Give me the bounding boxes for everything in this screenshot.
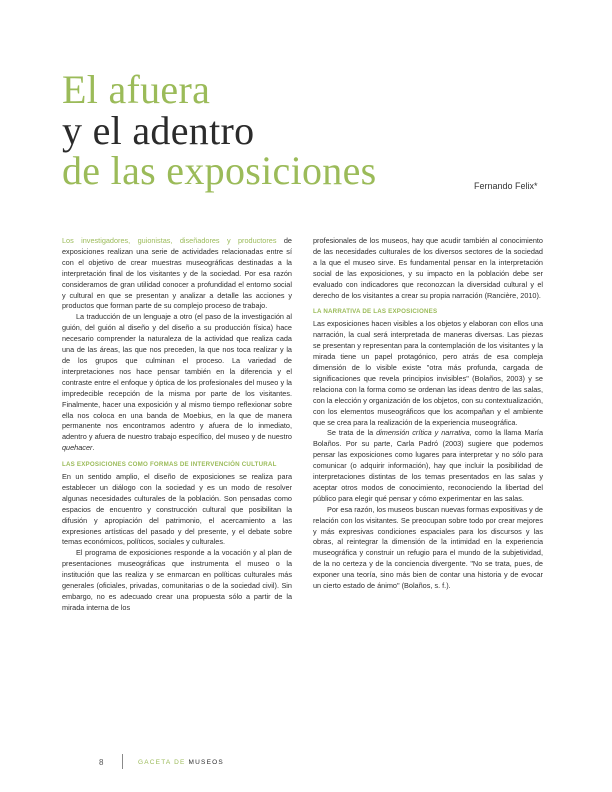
paragraph-text: . xyxy=(92,443,95,453)
page-number: 8 xyxy=(99,758,104,767)
paragraph xyxy=(62,312,292,454)
footer-divider xyxy=(122,754,123,769)
title-line-3: de las exposiciones xyxy=(62,148,377,193)
magazine-name xyxy=(138,759,224,766)
paragraph-text: de exposiciones realizan una serie de actividades relacionadas entre sí con el objetivo de crear muestras museográficas destinadas a la interpretación final de los visitantes y de la sociedad. Por esa razón consideramos de gran utilidad conocer a profundidad el entorno social y cultural en que se presentan y analizar a detalle las acciones y productos que forman parte de su complejo proceso de trabajo. xyxy=(62,236,292,311)
paragraph: En un sentido amplio, el diseño de exposiciones se realiza para establecer un diálogo con la sociedad y es un modo de resolver algunas necesidades culturales de la población. Son pensadas como espacios de encuentro y construcción cultural que posibilitan la difusión y apropiación del patrimonio, el acercamiento a las expresiones artísticas del pasado y del presente, y el debate sobre temas económicos, políticos, sociales y culturales. xyxy=(62,472,292,547)
paragraph: El programa de exposiciones responde a la vocación y al plan de presentaciones museográficas que instrumenta el museo o la institución que las realiza y se enmarcan en políticas culturales más generales (oficiales, privadas, comunitarias o de la sociedad civil). Sin embargo, no es adecuado crear una propuesta sólo a partir de la mirada interna de los xyxy=(62,548,292,612)
author-name: Fernando Felix* xyxy=(474,181,538,191)
emphasis: quehacer xyxy=(62,443,93,453)
magazine-name-part: MUSEOS xyxy=(188,759,224,766)
paragraph xyxy=(62,236,292,312)
section-heading: LAS EXPOSICIONES COMO FORMAS DE INTERVENCIÓN CULTURAL xyxy=(62,461,277,469)
paragraph-text: Se trata de la xyxy=(327,428,374,438)
title-line-1: El afuera xyxy=(62,67,211,112)
paragraph: Las exposiciones hacen visibles a los objetos y elaboran con ellos una narración, la cual será interpretada de maneras diversas. Las piezas se presentan y representan para la contemplación de los visitantes y la mirada tiene un papel protagónico, pero atrás de esa compleja dimensión de lo visible existe "otra más profunda, cargada de significaciones que revela principios invisibles" (Bolaños, 2003) y se relaciona con la forma como se ordenan las ideas dentro de las salas, con la elección y organización de los objetos, con su contextualización, con los elementos museográficos que los acompañan y el ambiente que se crea para la realización de la experiencia museográfica. xyxy=(313,319,543,427)
right-column xyxy=(313,236,543,736)
section-heading: LA NARRATIVA DE LAS EXPOSICIONES xyxy=(313,308,438,316)
paragraph: profesionales de los museos, hay que acudir también al conocimiento de las necesidades culturales de los diversos sectores de la sociedad a la que el museo sirve. Es fundamental pensar en la interpretación social de las exposiciones, y su impacto en la población debe ser evaluado con indicadores que reconozcan la diversidad cultural y el derecho de los visitantes a crear su propia narración (Rancière, 2010). xyxy=(313,236,543,300)
emphasis: dimensión crítica y narrativa xyxy=(376,428,470,438)
paragraph xyxy=(313,428,543,504)
paragraph-text: La traducción de un lenguaje a otro (el paso de la investigación al guión, del guión al diseño y del diseño a su producción física) hace necesario comprender la naturaleza de la actividad que realiza cada una de las áreas, las que nos preceden, la que nos toca realizar y la de los grupos que culminan el proceso. La variedad de interpretaciones nos hace pensar también en la diferencia y el contraste entre el enfoque y óptica de los profesionales del museo y la impredecible recepción de la misma por parte de los visitantes. Finalmente, hacer una exposición y al mismo tiempo reflexionar sobre ella nos coloca en una banda de Moebius, en la que de manera permanente nos encontramos adentro y afuera de lo inmediato, adentro y afuera de nuestro trabajo específico, del museo y de nuestro xyxy=(62,312,292,442)
paragraph-text: , como la llama María Bolaños. Por su parte, Carla Padró (2003) sugiere que podemos pensar las exposiciones como lugares para interpretar y no sólo para comunicar (o adquirir información), hay que incluir la posibilidad de interpretaciones distintas de los temas presentados en las salas y aceptar otros modos de conocimiento, reconociendo la libertad del público para elegir qué pensar y cómo experimentar en las salas. xyxy=(313,428,543,503)
magazine-name-part: GACETA DE xyxy=(138,759,186,766)
lead-in: Los investigadores, guionistas, diseñadores y productores xyxy=(62,236,277,245)
paragraph: Por esa razón, los museos buscan nuevas formas expositivas y de relación con los visitantes. Se preocupan sobre todo por crear mejores y más expresivas condiciones espaciales para los discursos y las obras, al reintegrar la dimensión de la intimidad en la experiencia museográfica y construir un refugio para el mundo de la subjetividad, de la no certeza y de la conciencia divergente. "No se trata, pues, de exponer una teoría, sino más bien de contar una historia y de evocar un cierto estado de ánimo" (Bolaños, s. f.). xyxy=(313,504,543,591)
title-line-2: y el adentro xyxy=(62,108,255,153)
left-column xyxy=(62,236,292,736)
